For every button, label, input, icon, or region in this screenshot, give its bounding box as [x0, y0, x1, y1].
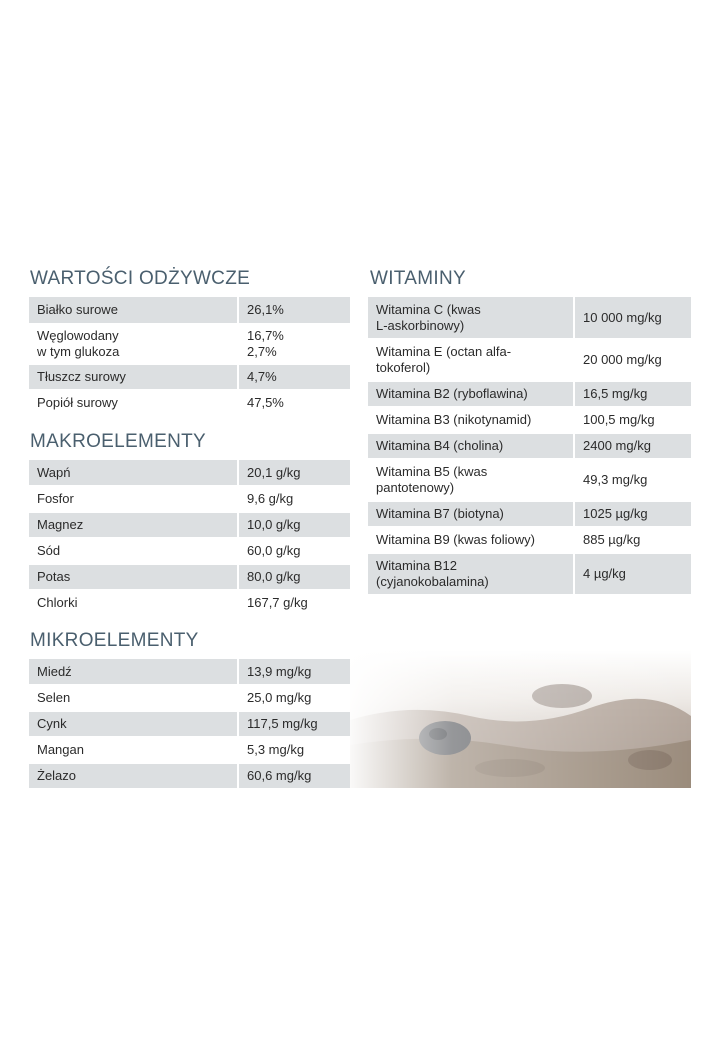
table-row [29, 486, 350, 512]
nutrient-value: 20,1 g/kg [238, 460, 350, 486]
nutrient-name: Sód [29, 538, 238, 564]
nutrient-value: 2400 mg/kg [574, 433, 691, 459]
nutrient-name: Witamina B4 (cholina) [368, 433, 574, 459]
table-row [29, 737, 350, 763]
table-mikro [29, 659, 350, 790]
table-row [29, 297, 350, 324]
table-row [368, 297, 691, 339]
nutrient-name: Żelazo [29, 763, 238, 789]
table-row [368, 381, 691, 407]
nutrient-value: 26,1% [238, 297, 350, 324]
decorative-rock-photo [350, 650, 691, 788]
nutrient-value: 117,5 mg/kg [238, 711, 350, 737]
table-row [368, 407, 691, 433]
section-title-makro: MAKROELEMENTY [30, 431, 206, 452]
nutrient-value: 885 µg/kg [574, 527, 691, 553]
nutrient-name: Witamina B9 (kwas foliowy) [368, 527, 574, 553]
table-row [29, 763, 350, 789]
nutrient-value: 49,3 mg/kg [574, 459, 691, 501]
table-row [29, 564, 350, 590]
nutrient-value: 5,3 mg/kg [238, 737, 350, 763]
nutrient-value: 80,0 g/kg [238, 564, 350, 590]
nutrient-name: Potas [29, 564, 238, 590]
nutrient-name: Popiół surowy [29, 390, 238, 416]
table-wartosci [29, 297, 350, 417]
nutrient-name: Witamina E (octan alfa- tokoferol) [368, 339, 574, 381]
table-row [29, 711, 350, 737]
table-makro [29, 460, 350, 617]
nutrient-value: 1025 µg/kg [574, 501, 691, 527]
table-row [29, 590, 350, 616]
table-row [29, 659, 350, 685]
section-title-mikro: MIKROELEMENTY [30, 630, 199, 651]
table-row [368, 459, 691, 501]
table-row [368, 433, 691, 459]
table-witaminy [368, 297, 691, 596]
nutrient-name: Fosfor [29, 486, 238, 512]
nutrient-name: Chlorki [29, 590, 238, 616]
nutrient-value: 13,9 mg/kg [238, 659, 350, 685]
nutrient-value: 9,6 g/kg [238, 486, 350, 512]
nutrient-value: 10,0 g/kg [238, 512, 350, 538]
table-row [368, 527, 691, 553]
nutrient-name: Magnez [29, 512, 238, 538]
nutrient-value: 47,5% [238, 390, 350, 416]
table-row [29, 324, 350, 364]
nutrient-name: Tłuszcz surowy [29, 364, 238, 390]
nutrient-name: Witamina B5 (kwas pantotenowy) [368, 459, 574, 501]
nutrient-value: 100,5 mg/kg [574, 407, 691, 433]
nutrient-value: 16,5 mg/kg [574, 381, 691, 407]
table-row [368, 339, 691, 381]
nutrient-name: Witamina B7 (biotyna) [368, 501, 574, 527]
nutrient-name: Selen [29, 685, 238, 711]
nutrient-value: 25,0 mg/kg [238, 685, 350, 711]
nutrient-name: Witamina B12 (cyjanokobalamina) [368, 553, 574, 595]
nutrient-name: Witamina C (kwas L-askorbinowy) [368, 297, 574, 339]
table-row [29, 390, 350, 416]
nutrient-value: 60,0 g/kg [238, 538, 350, 564]
section-title-wartosci: WARTOŚCI ODŻYWCZE [30, 268, 251, 289]
table-row [368, 553, 691, 595]
table-row [368, 501, 691, 527]
table-row [29, 512, 350, 538]
nutrient-name: Wapń [29, 460, 238, 486]
section-title-witaminy: WITAMINY [370, 268, 466, 289]
nutrient-value: 16,7% 2,7% [238, 324, 350, 364]
nutrient-name: Mangan [29, 737, 238, 763]
table-row [29, 364, 350, 390]
nutrient-value: 20 000 mg/kg [574, 339, 691, 381]
nutrient-value: 167,7 g/kg [238, 590, 350, 616]
nutrient-value: 4 µg/kg [574, 553, 691, 595]
nutrient-name: Białko surowe [29, 297, 238, 324]
table-row [29, 460, 350, 486]
nutrient-value: 60,6 mg/kg [238, 763, 350, 789]
table-row [29, 685, 350, 711]
nutrient-name: Witamina B2 (ryboflawina) [368, 381, 574, 407]
nutrient-name: Węglowodany w tym glukoza [29, 324, 238, 364]
nutrient-value: 4,7% [238, 364, 350, 390]
nutrient-name: Witamina B3 (nikotynamid) [368, 407, 574, 433]
table-row [29, 538, 350, 564]
nutrient-name: Cynk [29, 711, 238, 737]
nutrient-name: Miedź [29, 659, 238, 685]
nutrient-value: 10 000 mg/kg [574, 297, 691, 339]
